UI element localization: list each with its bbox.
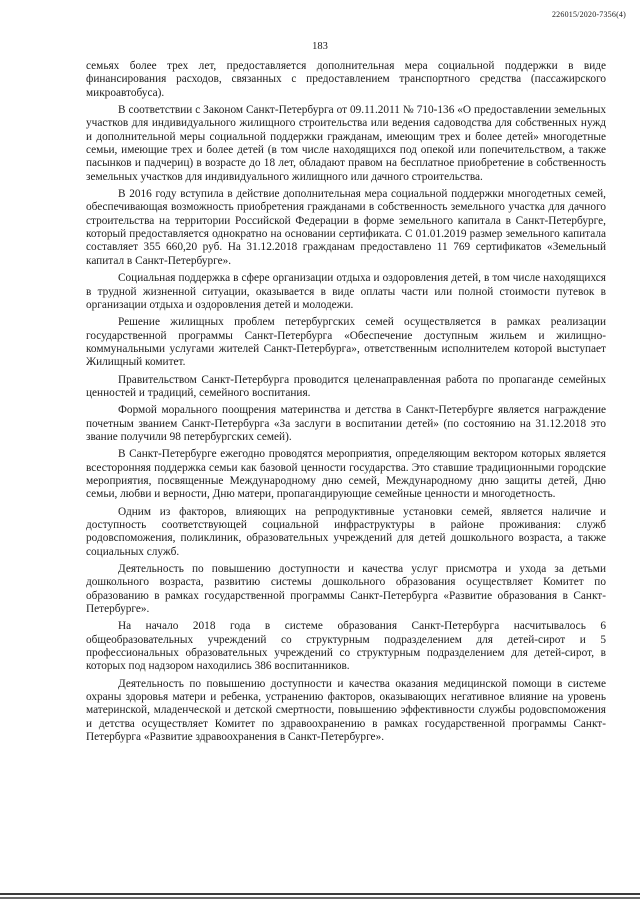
- paragraph-5: Решение жилищных проблем петербургских семей осуществляется в рамках реализации государственной программы Санкт-Петербурга «Обеспечение доступным жильем и жилищно-коммунальными услугами жителей Санкт-Петербурга», ответственным исполнителем которой выступает Жилищный комитет.: [86, 316, 606, 369]
- paragraph-10: Деятельность по повышению доступности и качества услуг присмотра и ухода за детьми дошкольного возраста, развитию системы дошкольного образования осуществляет Комитет по образованию в рамках государственной программы Санкт-Петербурга «Развитие образования в Санкт-Петербурге».: [86, 563, 606, 616]
- paragraph-1: семьях более трех лет, предоставляется дополнительная мера социальной поддержки в виде финансирования расходов, связанных с предоставлением транспортного средства (пассажирского микроавтобуса).: [86, 60, 606, 99]
- footer-scan-line: [0, 893, 640, 895]
- paragraph-12: Деятельность по повышению доступности и качества оказания медицинской помощи в системе охраны здоровья матери и ребенка, устранению факторов, оказывающих негативное влияние на уровень материнской, младенческой и детской смертности, повышению эффективности службы родовспоможения и детства осуществляет Комитет по здравоохранению в рамках государственной программы Санкт-Петербурга «Развитие здравоохранения в Санкт-Петербурге».: [86, 677, 606, 744]
- document-body: [86, 60, 606, 749]
- footer-scan-line-lower: [0, 897, 640, 899]
- document-id: 226015/2020-7356(4): [551, 10, 626, 19]
- paragraph-2: В соответствии с Законом Санкт-Петербурга от 09.11.2011 № 710-136 «О предоставлении земельных участков для индивидуального жилищного строительства или ведения садоводства для собственных нужд и дополнительной меры социальной поддержки гражданам, имеющим трех и более детей» многодетные семьи, имеющие трех и более детей (в том числе находящихся под опекой или попечительством, а также пасынков и падчериц) в возрасте до 18 лет, обладают правом на бесплатное приобретение в собственность земельных участков для индивидуального жилищного или дачного строительства.: [86, 104, 606, 183]
- paragraph-7: Формой морального поощрения материнства и детства в Санкт-Петербурге является награждение почетным званием Санкт-Петербурга «За заслуги в воспитании детей» (по состоянию на 31.12.2018 это звание получили 98 петербургских семей).: [86, 404, 606, 443]
- paragraph-8: В Санкт-Петербурге ежегодно проводятся мероприятия, определяющим вектором которых является всесторонняя поддержка семьи как базовой ценности государства. Это ставшие традиционными городские мероприятия, посвященные Международному дню семей, Международному дню защиты детей, Дню семьи, любви и верности, Дню матери, пропагандирующие семейные ценности и многодетность.: [86, 448, 606, 501]
- paragraph-3: В 2016 году вступила в действие дополнительная мера социальной поддержки многодетных семей, обеспечивающая возможность приобретения гражданами в собственность земельного участка для дачного строительства на территории Российской Федерации в форме земельного капитала в Санкт-Петербурге, который предоставляется однократно на основании сертификата. С 01.01.2019 размер земельного капитала составляет 355 660,20 руб. На 31.12.2018 гражданам предоставлено 11 769 сертификатов «Земельный капитал в Санкт-Петербурге».: [86, 188, 606, 267]
- page-number: 183: [312, 41, 328, 52]
- paragraph-4: Социальная поддержка в сфере организации отдыха и оздоровления детей, в том числе находящихся в трудной жизненной ситуации, оказывается в виде оплаты части или полной стоимости путевок в организации отдыха и оздоровления детей и молодежи.: [86, 272, 606, 311]
- paragraph-9: Одним из факторов, влияющих на репродуктивные установки семей, является наличие и доступность соответствующей социальной инфраструктуры в районе проживания: служб родовспоможения, поликлиник, образовательных учреждений для детей дошкольного возраста, а также социальных служб.: [86, 505, 606, 558]
- paragraph-11: На начало 2018 года в системе образования Санкт-Петербурга насчитывалось 6 общеобразовательных учреждений со структурным подразделением для детей-сирот и 5 профессиональных образовательных учреждений со структурным подразделением для детей-сирот, в которых под надзором находились 386 воспитанников.: [86, 620, 606, 673]
- paragraph-6: Правительством Санкт-Петербурга проводится целенаправленная работа по пропаганде семейных ценностей и традиций, семейного воспитания.: [86, 373, 606, 399]
